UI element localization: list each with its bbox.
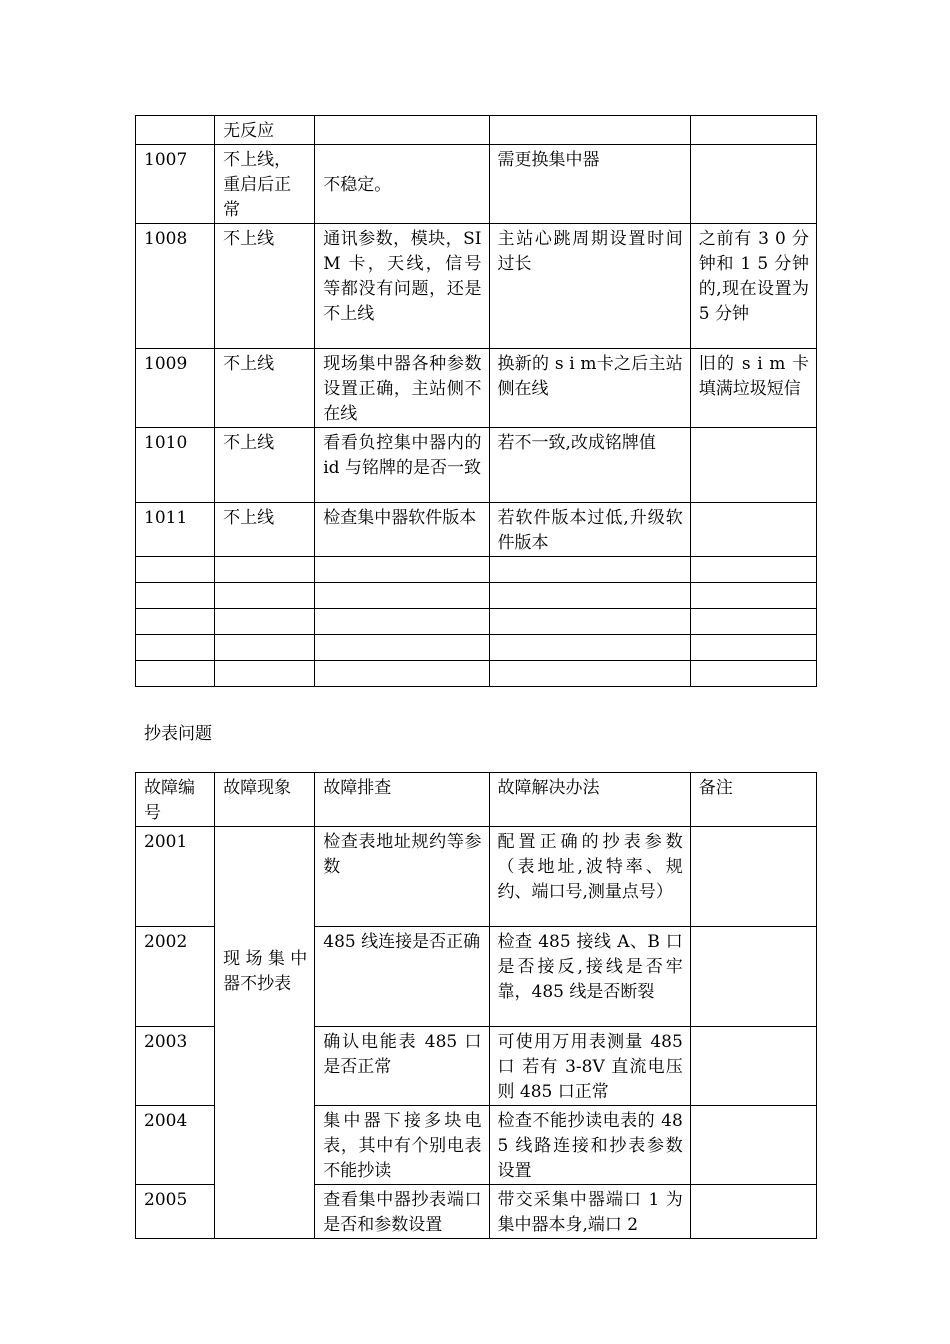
- table-row: [136, 609, 817, 635]
- table-cell: 1011: [136, 503, 215, 557]
- table-cell: 通讯参数，模块，SIM 卡，天线，信号等都没有问题，还是不上线: [315, 224, 489, 349]
- table-cell: 现场集中器各种参数设置正确，主站侧不在线: [315, 349, 489, 428]
- table-cell: 之前有 3 0 分钟和 1 5 分钟的,现在设置为 5 分钟: [690, 224, 816, 349]
- table-cell: 集中器下接多块电表，其中有个别电表不能抄读: [315, 1106, 489, 1185]
- table-cell: [315, 583, 489, 609]
- table-cell: [690, 1185, 816, 1239]
- table-cell: 查看集中器抄表端口是否和参数设置: [315, 1185, 489, 1239]
- table-cell: 1007: [136, 145, 215, 224]
- fault-table-meter-reading: [135, 772, 817, 1239]
- table-row: [136, 557, 817, 583]
- table-cell: [315, 557, 489, 583]
- table-row: [136, 827, 817, 927]
- table-cell: 主站心跳周期设置时间过长: [489, 224, 690, 349]
- table-cell: 检查 485 接线 A、B 口是否接反,接线是否牢靠，485 线是否断裂: [489, 927, 690, 1027]
- table-cell: 不上线: [215, 503, 315, 557]
- column-header: 故障编号: [136, 773, 215, 827]
- table-cell: [489, 116, 690, 145]
- table-cell: 不上线: [215, 428, 315, 503]
- table-cell: 不稳定。: [315, 145, 489, 224]
- section-title-meter-reading: 抄表问题: [144, 724, 212, 744]
- table-cell: 看看负控集中器内的 id 与铭牌的是否一致: [315, 428, 489, 503]
- table-cell: 带交采集中器端口 1 为集中器本身,端口 2: [489, 1185, 690, 1239]
- table-cell: [136, 661, 215, 687]
- table-cell: 需更换集中器: [489, 145, 690, 224]
- table-row: [136, 428, 817, 503]
- table-row: [136, 349, 817, 428]
- merged-symptom-cell: 现场集中器不抄表: [215, 827, 315, 1239]
- table-cell: 1008: [136, 224, 215, 349]
- column-header: 备注: [690, 773, 816, 827]
- table-row: [136, 116, 817, 145]
- table-cell: 不上线，重启后正常: [215, 145, 315, 224]
- table-cell: 若不一致,改成铭牌值: [489, 428, 690, 503]
- table-cell: [136, 635, 215, 661]
- table-cell: [690, 635, 816, 661]
- table-row: [136, 661, 817, 687]
- table-cell: [489, 583, 690, 609]
- table-cell: 旧的 s i m 卡填满垃圾短信: [690, 349, 816, 428]
- table-cell: 2004: [136, 1106, 215, 1185]
- fault-table-online: [135, 115, 817, 687]
- table-row: [136, 583, 817, 609]
- table-cell: [690, 1027, 816, 1106]
- table-cell: [215, 661, 315, 687]
- table-cell: [690, 428, 816, 503]
- table-cell: [136, 116, 215, 145]
- table-cell: [489, 609, 690, 635]
- table-cell: [136, 609, 215, 635]
- table-cell: [690, 116, 816, 145]
- table-cell: [489, 635, 690, 661]
- table-cell: [690, 557, 816, 583]
- table-cell: [215, 635, 315, 661]
- table-cell: 配置正确的抄表参数（表地址,波特率、规约、端口号,测量点号）: [489, 827, 690, 927]
- table-cell: 1009: [136, 349, 215, 428]
- table-cell: 可使用万用表测量 485 口 若有 3-8V 直流电压则 485 口正常: [489, 1027, 690, 1106]
- table-cell: [215, 609, 315, 635]
- table-cell: 换新的 s i m卡之后主站侧在线: [489, 349, 690, 428]
- table-cell: [215, 557, 315, 583]
- table-cell: 无反应: [215, 116, 315, 145]
- table-cell: [136, 583, 215, 609]
- table-cell: 485 线连接是否正确: [315, 927, 489, 1027]
- table-row: [136, 503, 817, 557]
- table-header-row: [136, 773, 817, 827]
- table-cell: [315, 609, 489, 635]
- table-cell: [315, 116, 489, 145]
- table-cell: [136, 557, 215, 583]
- table-cell: 不上线: [215, 349, 315, 428]
- table-cell: [315, 661, 489, 687]
- table-cell: 2003: [136, 1027, 215, 1106]
- table-cell: 2002: [136, 927, 215, 1027]
- table-cell: [690, 827, 816, 927]
- table-cell: [690, 503, 816, 557]
- table-cell: [315, 635, 489, 661]
- table-cell: 检查集中器软件版本: [315, 503, 489, 557]
- table-cell: [690, 145, 816, 224]
- column-header: 故障解决办法: [489, 773, 690, 827]
- table-cell: 若软件版本过低,升级软件版本: [489, 503, 690, 557]
- table-row: [136, 224, 817, 349]
- table-cell: [690, 583, 816, 609]
- table-cell: 2005: [136, 1185, 215, 1239]
- table-cell: [489, 557, 690, 583]
- table-cell: 2001: [136, 827, 215, 927]
- table-cell: 确认电能表 485 口是否正常: [315, 1027, 489, 1106]
- table-cell: 1010: [136, 428, 215, 503]
- table-cell: [690, 1106, 816, 1185]
- table-cell: [690, 609, 816, 635]
- table-cell: [215, 583, 315, 609]
- table-cell: 不上线: [215, 224, 315, 349]
- table-cell: 检查表地址规约等参数: [315, 827, 489, 927]
- table-cell: [690, 927, 816, 1027]
- table-cell: [489, 661, 690, 687]
- table-row: [136, 145, 817, 224]
- column-header: 故障现象: [215, 773, 315, 827]
- table-cell: [690, 661, 816, 687]
- table-row: [136, 635, 817, 661]
- table-cell: 检查不能抄读电表的 485 线路连接和抄表参数设置: [489, 1106, 690, 1185]
- column-header: 故障排查: [315, 773, 489, 827]
